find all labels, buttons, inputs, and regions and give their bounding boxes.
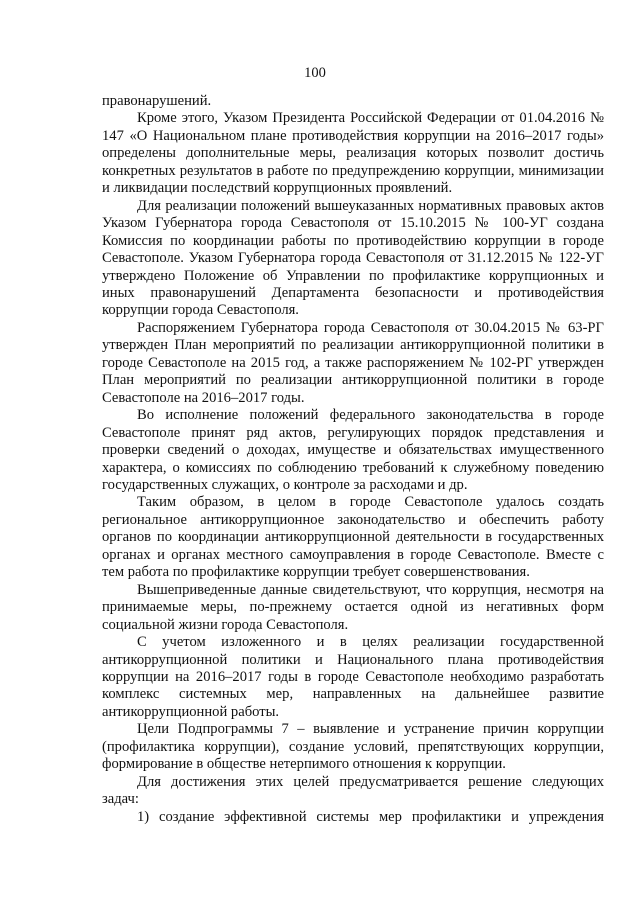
paragraph: Распоряжением Губернатора города Севастополя от 30.04.2015 № 63-РГ утвержден План мероприятий по реализации антикоррупционной политики в городе Севастополе на 2015 год, а также распоряжением № 102-РГ утвержден План мероприятий по реализации антикоррупционной политики в городе Севастополе на 2016–2017 годы. xyxy=(102,319,604,406)
paragraph: правонарушений. xyxy=(102,93,212,109)
paragraph: Для достижения этих целей предусматривается решение следующих задач: xyxy=(102,773,604,808)
body-text xyxy=(102,93,604,826)
paragraph: Цели Подпрограммы 7 – выявление и устранение причин коррупции (профилактика коррупции), создание условий, препятствующих коррупции, формирование в обществе нетерпимого отношения к коррупции. xyxy=(102,721,604,773)
paragraph: 1) создание эффективной системы мер профилактики и упреждения xyxy=(137,808,604,825)
paragraph: Для реализации положений вышеуказанных нормативных правовых актов Указом Губернатора города Севастополя от 15.10.2015 № 100-УГ создана Комиссия по координации работы по противодействию коррупции в городе Севастополе. Указом Губернатора города Севастополя от 31.12.2015 № 122-УГ утверждено Положение об Управлении по профилактике коррупционных и иных правонарушений Департамента безопасности и противодействия коррупции города Севастополя. xyxy=(102,197,604,319)
paragraph: Кроме этого, Указом Президента Российской Федерации от 01.04.2016 № 147 «О Национальном плане противодействия коррупции на 2016–2017 годы» определены дополнительные меры, реализация которых позволит достичь конкретных результатов в работе по предупреждению коррупции, минимизации и ликвидации последствий коррупционных проявлений. xyxy=(102,110,604,197)
paragraph: Вышеприведенные данные свидетельствуют, что коррупция, несмотря на принимаемые меры, по-прежнему остается одной из негативных форм социальной жизни города Севастополя. xyxy=(102,581,604,633)
paragraph: С учетом изложенного и в целях реализации государственной антикоррупционной политики и Национального плана противодействия коррупции на 2016–2017 годы в городе Севастополе необходимо разработать комплекс системных мер, направленных на дальнейшее развитие антикоррупционной работы. xyxy=(102,634,604,720)
page-number: 100 xyxy=(304,65,326,81)
paragraph: Таким образом, в целом в городе Севастополе удалось создать региональное антикоррупционное законодательство и обеспечить работу органов по координации антикоррупционной деятельности в государственных органах и органах местного самоуправления в городе Севастополе. Вместе с тем работа по профилактике коррупции требует совершенствования. xyxy=(102,494,604,581)
paragraph: Во исполнение положений федерального законодательства в городе Севастополе принят ряд актов, регулирующих порядок представления и проверки сведений о доходах, имуществе и обязательствах имущественного характера, о комиссиях по соблюдению требований к служебному поведению государственных служащих, о контроле за расходами и др. xyxy=(102,407,604,493)
